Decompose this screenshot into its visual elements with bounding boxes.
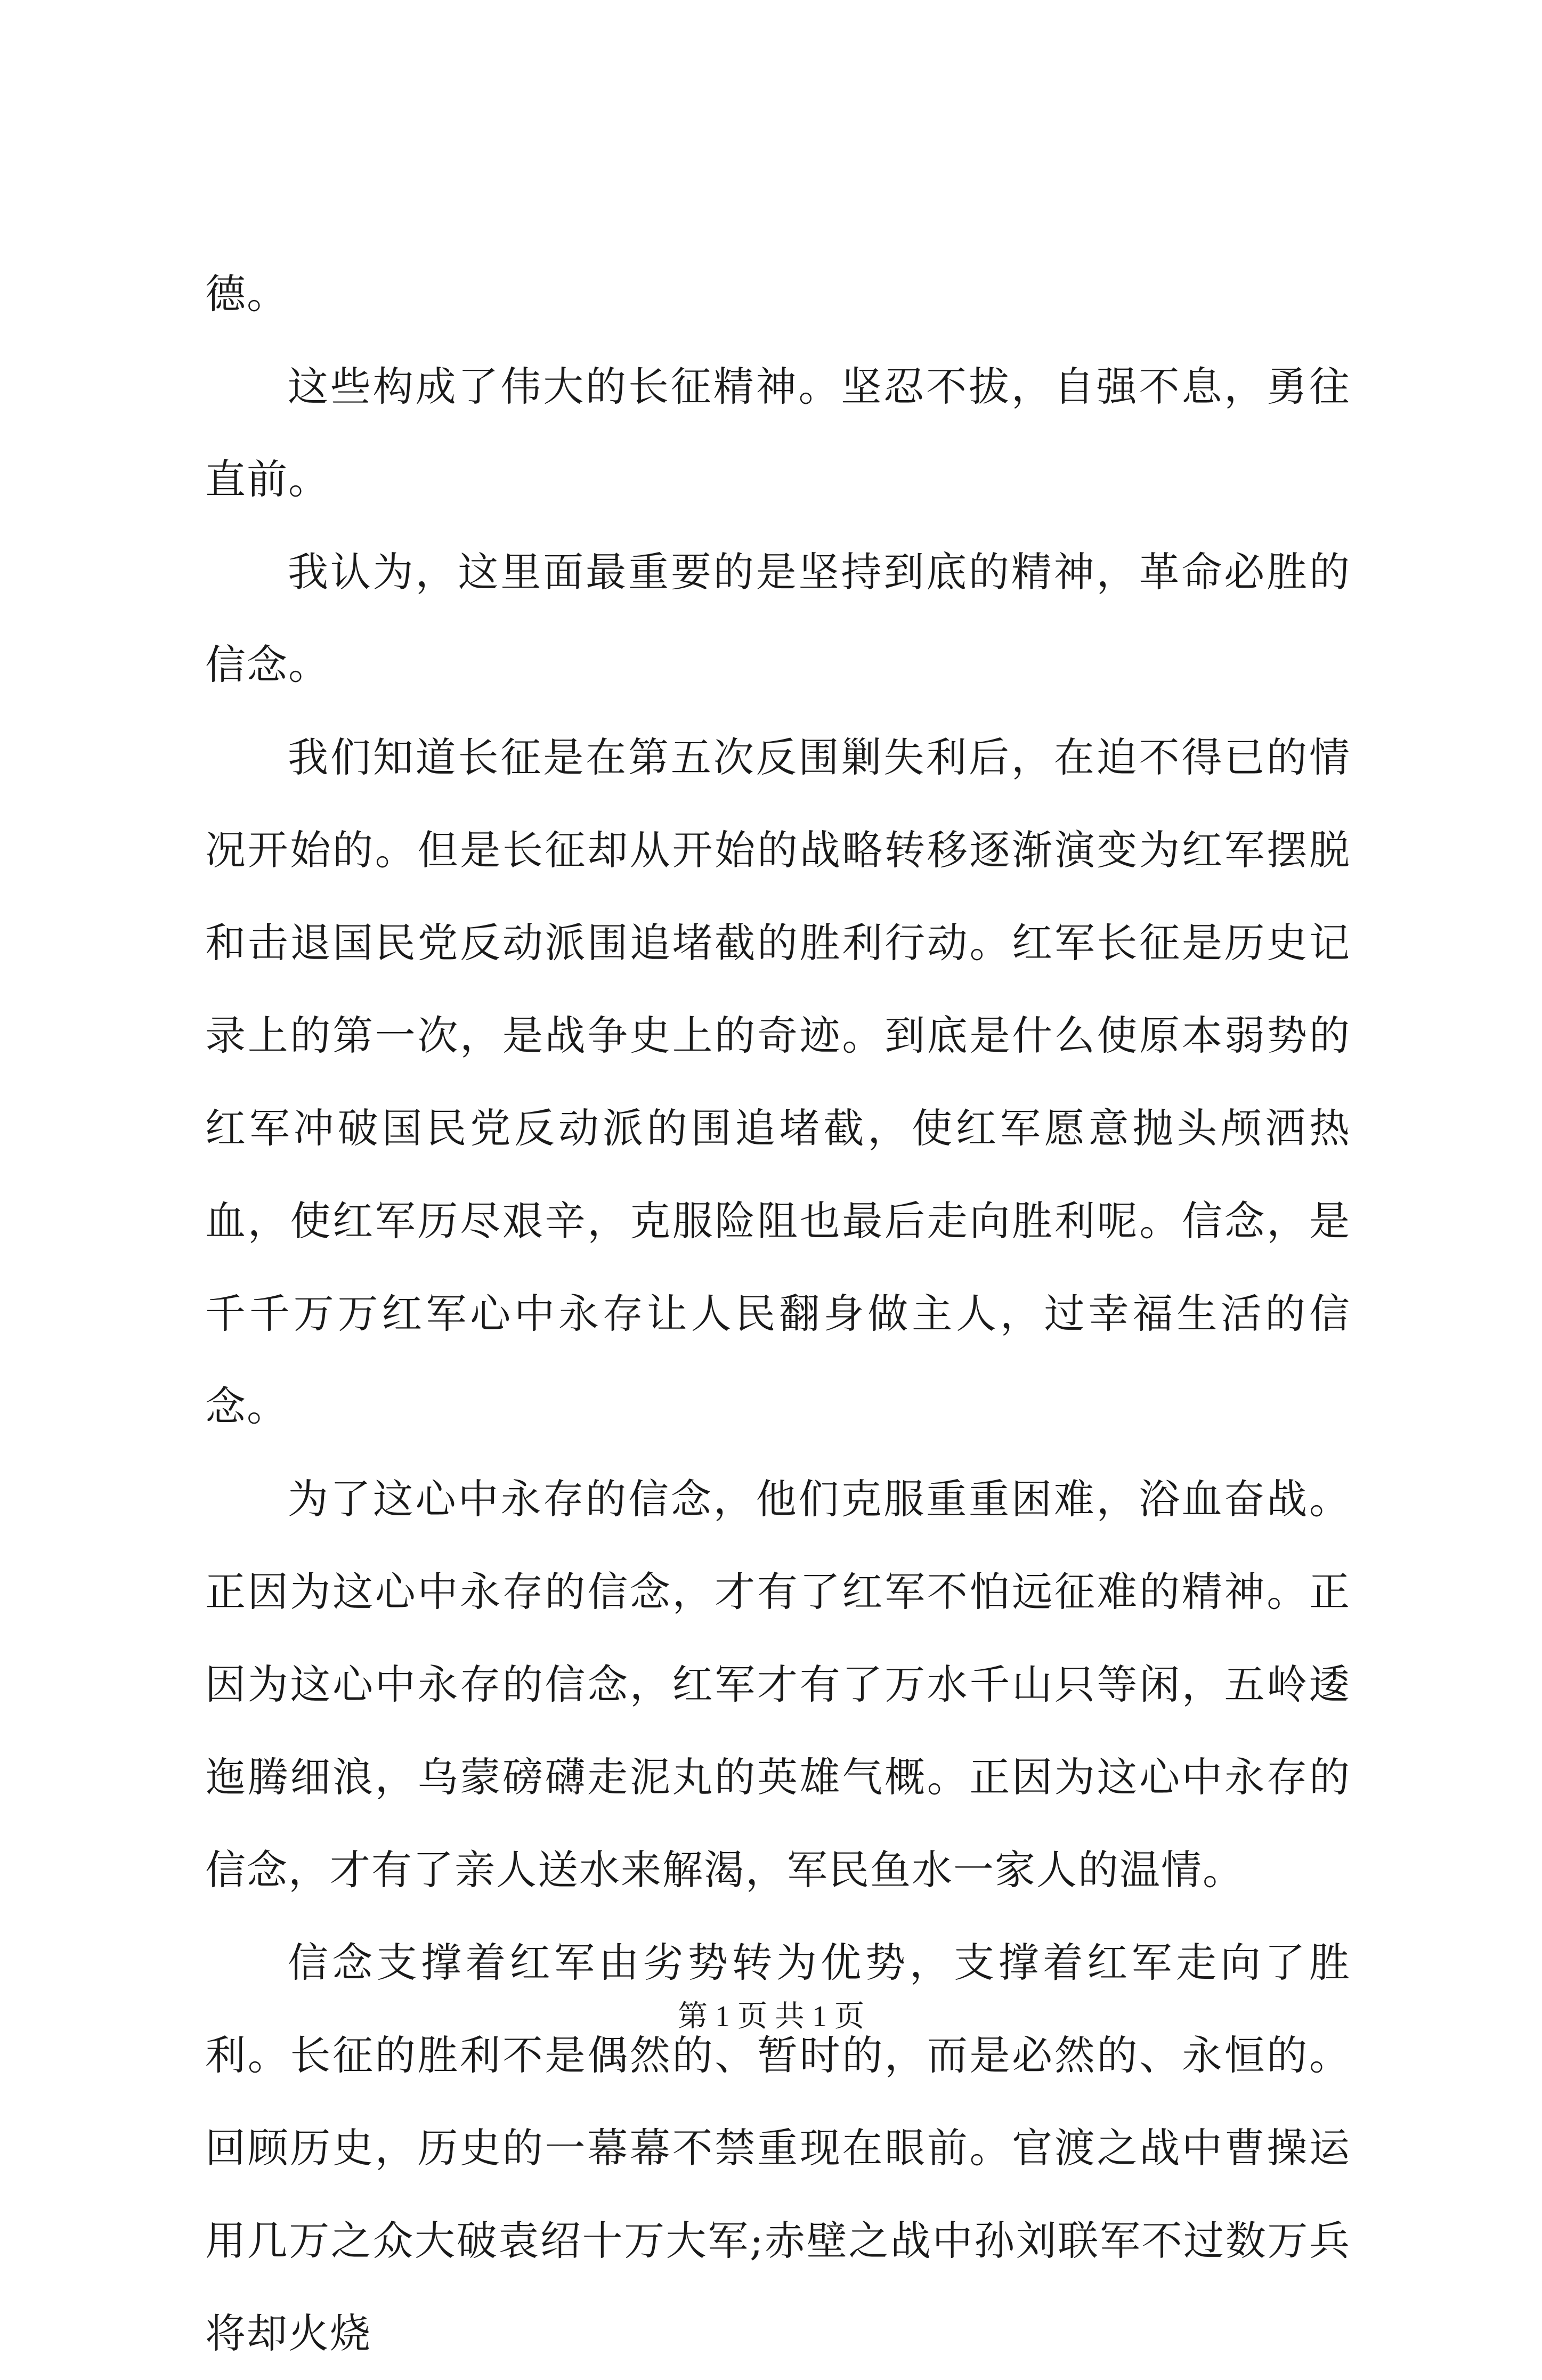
- page-footer: [0, 1995, 1542, 2038]
- paragraph: 信念支撑着红军由劣势转为优势，支撑着红军走向了胜利。长征的胜利不是偶然的、暂时的，而是必然的、永恒的。回顾历史，历史的一幕幕不禁重现在眼前。官渡之战中曹操运用几万之众大破袁绍十万大军;赤壁之战中孙刘联军不过数万兵将却火烧: [205, 1939, 1351, 2357]
- document-body: [205, 248, 1351, 2380]
- paragraph: 我认为，这里面最重要的是坚持到底的精神，革命必胜的信念。: [205, 548, 1351, 688]
- paragraph: 德。: [205, 270, 288, 318]
- page-number-label: 第 1 页 共 1 页: [678, 2000, 864, 2033]
- paragraph: 这些构成了伟大的长征精神。坚忍不拔，自强不息，勇往直前。: [205, 363, 1351, 503]
- paragraph: 为了这心中永存的信念，他们克服重重困难，浴血奋战。正因为这心中永存的信念，才有了红军不怕远征难的精神。正因为这心中永存的信念，红军才有了万水千山只等闲，五岭逶迤腾细浪，乌蒙磅礴走泥丸的英雄气概。正因为这心中永存的信念，才有了亲人送水来解渴，军民鱼水一家人的温情。: [205, 1475, 1351, 1894]
- paragraph: 我们知道长征是在第五次反围剿失利后，在迫不得已的情况开始的。但是长征却从开始的战略转移逐渐演变为红军摆脱和击退国民党反动派围追堵截的胜利行动。红军长征是历史记录上的第一次，是战争史上的奇迹。到底是什么使原本弱势的红军冲破国民党反动派的围追堵截，使红军愿意抛头颅洒热血，使红军历尽艰辛，克服险阻也最后走向胜利呢。信念，是千千万万红军心中永存让人民翻身做主人，过幸福生活的信念。: [205, 734, 1351, 1430]
